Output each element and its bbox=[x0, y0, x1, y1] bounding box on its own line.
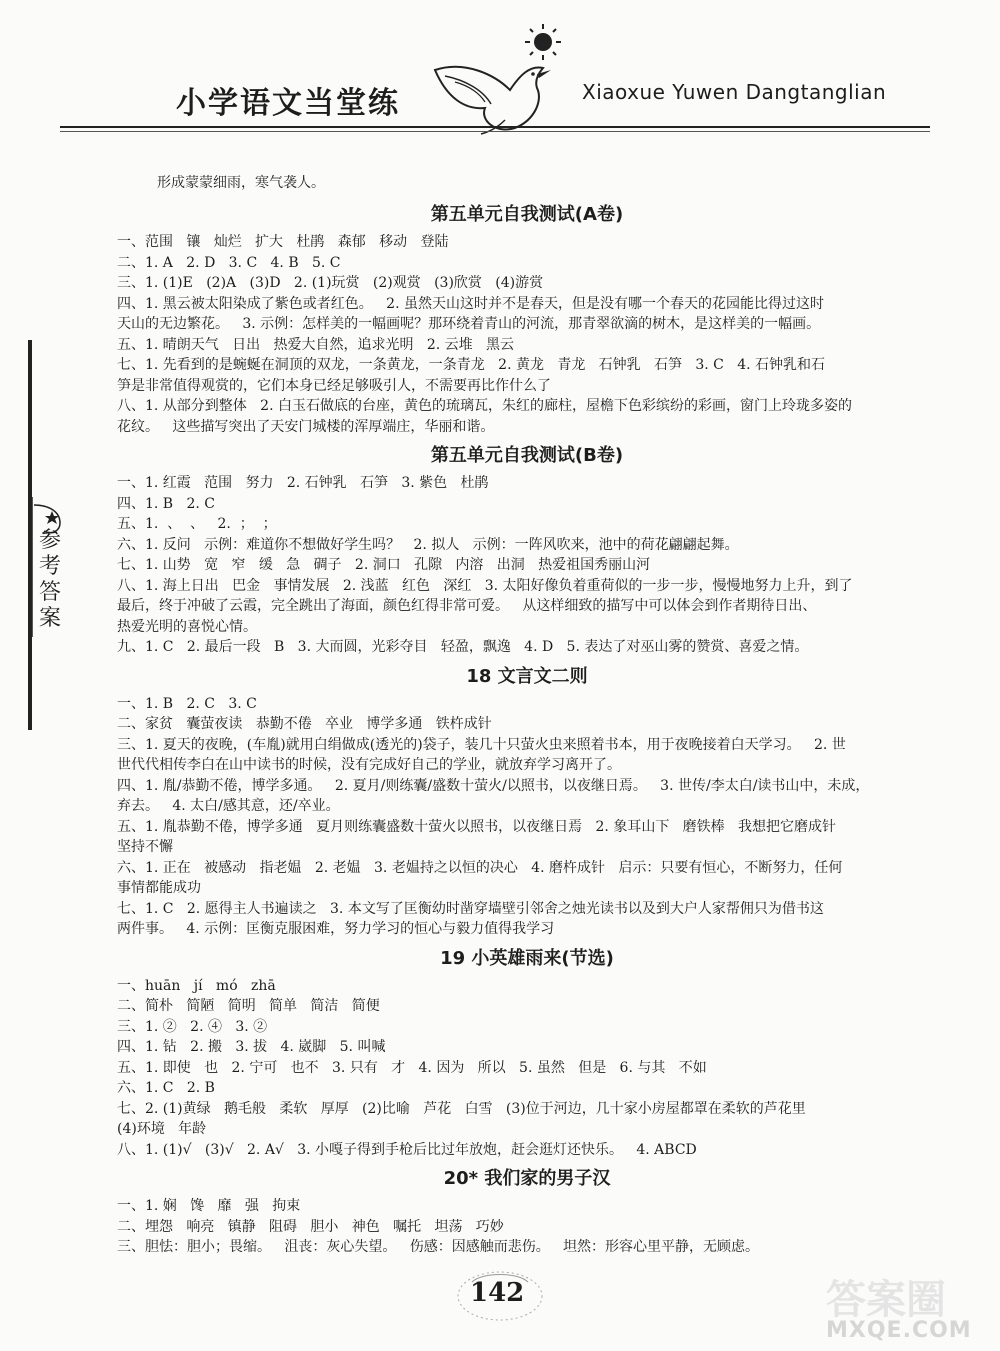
answer-line: 二、家贫 囊萤夜读 恭勤不倦 卒业 博学多通 铁杵成针 bbox=[117, 716, 492, 732]
answer-line: 八、1. 海上日出 巴金 事情发展 2. 浅蓝 红色 深红 3. 太阳好像负着重荷似的一步一步，慢慢地努力上升，到了 bbox=[117, 577, 853, 594]
answer-line: 天山的无边繁花。 3. 示例：怎样美的一幅画呢？那环绕着青山的河流，那青翠欲滴的树木，是这样美的一幅画。 bbox=[117, 316, 821, 332]
watermark-logo-url: MXQE.COM bbox=[826, 1318, 972, 1343]
answer-line: 最后，终于冲破了云霞，完全跳出了海面，颜色红得非常可爱。 从这样细致的描写中可以体会到作者期待日出、 bbox=[117, 598, 817, 614]
answer-line: 世代代相传李白在山中读书的时候，没有完成好自己的学业，就放弃学习离开了。 bbox=[117, 757, 621, 773]
answer-line: 热爱光明的喜悦心情。 bbox=[117, 618, 257, 635]
answer-line: 一、1. 红霞 范围 努力 2. 石钟乳 石笋 3. 紫色 杜鹃 bbox=[117, 475, 489, 491]
answer-line: 三、1. ② 2. ④ 3. ② bbox=[117, 1018, 268, 1035]
answer-line: 四、1. 钻 2. 搬 3. 拔 4. 崴脚 5. 叫喊 bbox=[117, 1039, 386, 1055]
watermark-logo-cn: 答案圈 bbox=[826, 1277, 946, 1323]
header-rule bbox=[60, 126, 930, 128]
answer-line: 一、范围 镶 灿烂 扩大 杜鹃 森郁 移动 登陆 bbox=[117, 234, 449, 250]
answer-line: 九、1. C 2. 最后一段 B 3. 大而圆，光彩夺目 轻盈，飘逸 4. D 5. 表达了对巫山雾的赞赏、喜爱之情。 bbox=[117, 639, 809, 655]
answer-line: 二、埋怨 响亮 镇静 阻碍 胆小 神色 嘱托 坦荡 巧妙 bbox=[117, 1218, 504, 1235]
sections-container bbox=[117, 198, 937, 1258]
answer-line: 笋是非常值得观赏的，它们本身已经足够吸引人，不需要再比作什么了 bbox=[117, 377, 551, 394]
section-title: 19 小英雄雨来(节选) bbox=[440, 947, 614, 969]
answer-line: 七、1. C 2. 愿得主人书遍读之 3. 本文写了匡衡幼时凿穿墙壁引邻舍之烛光读书以及到大户人家帮佣只为借书这 bbox=[117, 900, 824, 917]
answer-line: 五、1. 即使 也 2. 宁可 也不 3. 只有 才 4. 因为 所以 5. 虽然 但是 6. 与其 不如 bbox=[117, 1059, 707, 1076]
answer-line: 六、1. 正在 被感动 指老媪 2. 老媪 3. 老媪持之以恒的决心 4. 磨杵成针 启示：只要有恒心，不断努力，任何 bbox=[117, 859, 843, 876]
answer-line: 三、1. (1)E (2)A (3)D 2. (1)玩赏 (2)观赏 (3)欣赏 (4)游赏 bbox=[117, 275, 544, 291]
answer-line: 三、1. 夏天的夜晚，(车胤)就用白绢做成(透光的)袋子，装几十只萤火虫来照着书本，用于夜晚接着白天学习。 2. 世 bbox=[117, 736, 846, 753]
answer-line: 二、简朴 简陋 简明 简单 简洁 简便 bbox=[117, 998, 380, 1014]
answer-line: 四、1. B 2. C bbox=[117, 495, 215, 512]
answer-line: 三、胆怯：胆小；畏缩。 沮丧：灰心失望。 伤感：因感触而悲伤。 坦然：形容心里平静，无顾虑。 bbox=[117, 1239, 760, 1255]
answer-line: 花纹。 这些描写突出了天安门城楼的浑厚端庄，华丽和谐。 bbox=[117, 418, 495, 435]
page-number: 142 bbox=[470, 1278, 525, 1308]
section-title: 18 文言文二则 bbox=[466, 665, 588, 687]
answer-line: 五、1. 、 、 2. ； ； bbox=[117, 516, 277, 532]
answer-line: 一、1. B 2. C 3. C bbox=[117, 695, 257, 712]
answer-line: 一、1. 娴 馋 靡 强 拘束 bbox=[117, 1198, 301, 1214]
answer-line: 七、1. 山势 宽 窄 缓 急 碉子 2. 洞口 孔隙 内溶 出洞 热爱祖国秀丽山河 bbox=[117, 557, 651, 573]
intro-line: 形成蒙蒙细雨，寒气袭人。 bbox=[157, 175, 325, 191]
answer-line: 四、1. 胤/恭勤不倦，博学多通。 2. 夏月/则练囊/盛数十萤火/以照书，以夜继日焉。 3. 世传/李太白/读书山中，未成， bbox=[117, 777, 870, 794]
answer-line: 七、2. (1)黄绿 鹅毛般 柔软 厚厚 (2)比喻 芦花 白雪 (3)位于河边，几十家小房屋都罩在柔软的芦花里 bbox=[117, 1100, 806, 1117]
section-title: 第五单元自我测试(A卷) bbox=[430, 204, 624, 225]
answer-line: 八、1. 从部分到整体 2. 白玉石做底的台座，黄色的琉璃瓦，朱红的廊柱，屋檐下色彩缤纷的彩画，窗门上玲珑多姿的 bbox=[117, 398, 852, 414]
answer-content bbox=[117, 170, 937, 1258]
book-title-en: Xiaoxue Yuwen Dangtanglian bbox=[582, 80, 887, 104]
answer-line: 八、1. (1)√ (3)√ 2. A√ 3. 小嘎子得到手枪后比过年放炮，赶会逛灯还快乐。 4. ABCD bbox=[117, 1141, 697, 1158]
answer-line: (4)环境 年龄 bbox=[117, 1121, 207, 1137]
answer-line: 五、1. 晴朗天气 日出 热爱大自然，追求光明 2. 云堆 黑云 bbox=[117, 336, 515, 353]
answer-line: 二、1. A 2. D 3. C 4. B 5. C bbox=[117, 254, 341, 271]
answer-line: 六、1. C 2. B bbox=[117, 1080, 215, 1096]
header-rule-thin bbox=[60, 131, 930, 132]
answer-line: 六、1. 反问 示例：难道你不想做好学生吗？ 2. 拟人 示例：一阵风吹来，池中的荷花翩翩起舞。 bbox=[117, 536, 739, 553]
section-title: 第五单元自我测试(B卷) bbox=[430, 445, 624, 466]
answer-line: 事情都能成功 bbox=[117, 880, 201, 896]
answer-line: 七、1. 先看到的是蜿蜒在洞顶的双龙，一条黄龙，一条青龙 2. 黄龙 青龙 石钟乳 石笋 3. C 4. 石钟乳和石 bbox=[117, 357, 826, 373]
side-tab-label: 参考答案 bbox=[38, 528, 61, 631]
section-title: 20* 我们家的男子汉 bbox=[443, 1168, 611, 1189]
answer-line: 坚持不懈 bbox=[117, 839, 173, 855]
answer-line: 五、1. 胤恭勤不倦，博学多通 夏月则练囊盛数十萤火以照书，以夜继日焉 2. 象耳山下 磨铁棒 我想把它磨成针 bbox=[117, 818, 837, 835]
page-header bbox=[0, 0, 1000, 150]
answer-line: 四、1. 黑云被太阳染成了紫色或者红色。 2. 虽然天山这时并不是春天，但是没有哪一个春天的花园能比得过这时 bbox=[117, 295, 824, 312]
answer-line: 弃去。 4. 太白/感其意，还/卒业。 bbox=[117, 798, 340, 814]
dove-logo-icon bbox=[425, 20, 585, 140]
book-title-cn: 小学语文当堂练 bbox=[176, 86, 400, 121]
answer-line: 一、huān jí mó zhā bbox=[117, 977, 276, 994]
answer-line: 两件事。 4. 示例：匡衡克服困难，努力学习的恒心与毅力值得我学习 bbox=[117, 921, 555, 937]
